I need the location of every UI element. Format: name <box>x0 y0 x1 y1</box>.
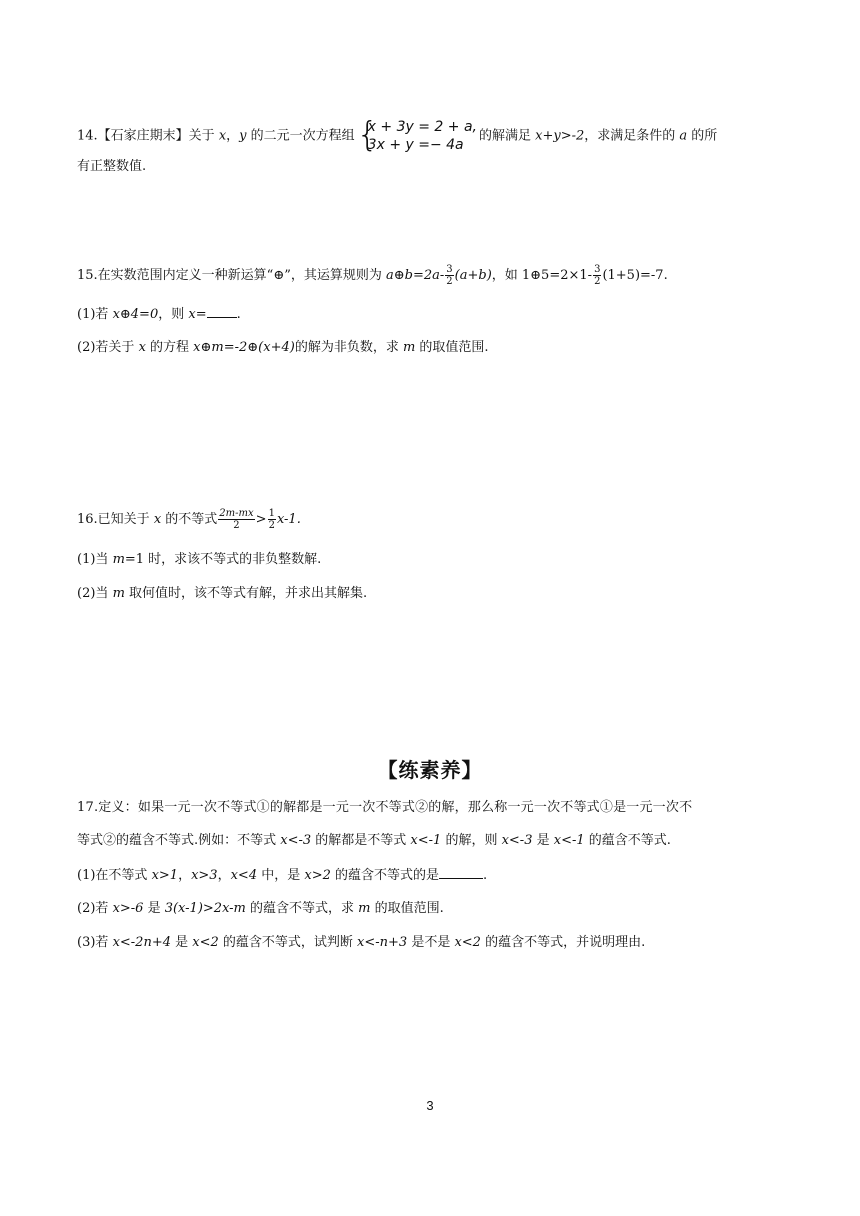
page-number: 3 <box>426 1098 434 1113</box>
q14-condition: x+y>-2 <box>535 128 585 144</box>
q14-line-2: 有正整数值. <box>77 159 147 174</box>
q16-line-1: 16.已知关于 x 的不等式 $\frac{2m-mx}{2}$ > $\frac{1}{2}$ x-1. <box>77 508 301 531</box>
fraction: $\frac{3}{2}$ <box>446 264 453 287</box>
q14-sep: ， <box>226 128 240 144</box>
q15-rule: a⊕b=2a- <box>386 268 445 283</box>
q14-text: ，求满足条件的 <box>584 128 680 144</box>
equation-1: x + 3y = 2 + a, <box>367 119 477 135</box>
fraction: $\frac{1}{2}$ <box>268 508 275 531</box>
q17-part-1: (1)在不等式 x>1，x>3，x<4 中，是 x>2 的蕴含不等式的是 . <box>77 868 488 883</box>
fraction: $\frac{3}{2}$ <box>594 264 601 287</box>
equation-2: 3x + y =− 4a <box>367 137 464 153</box>
q17-part-3: (3)若 x<-2n+4 是 x<2 的蕴含不等式，试判断 x<-n+3 是不是 x<2 的蕴含不等式，并说明理由. <box>77 935 646 950</box>
q17-part-2: (2)若 x>-6 是 3(x-1)>2x-m 的蕴含不等式，求 m 的取值范围. <box>77 901 444 916</box>
q15-line-1 <box>77 264 668 287</box>
q14-text: 的解满足 <box>478 128 536 144</box>
brace-icon: { <box>356 115 379 155</box>
q15-example: (1+5)=-7. <box>602 268 668 283</box>
q16-part-1: (1)当 m=1 时，求该不等式的非负整数解. <box>77 552 322 567</box>
section-title: 【练素养】 <box>377 758 483 782</box>
q14-line-1 <box>77 115 718 155</box>
q14-text: 的二元一次方程组 <box>246 128 355 144</box>
q14-var-y: y <box>239 128 247 144</box>
q14-text: 14.【石家庄期末】关于 <box>77 128 219 144</box>
answer-blank <box>207 305 237 318</box>
q14-var-a: a <box>679 128 688 144</box>
q15-p2-expr: x⊕m=-2⊕(x+4) <box>193 340 295 355</box>
q16-part-2: (2)当 m 取何值时，该不等式有解，并求出其解集. <box>77 586 368 601</box>
answer-blank <box>439 866 483 879</box>
q17-line-1: 17.定义：如果一元一次不等式①的解都是一元一次不等式②的解，那么称一元一次不等式①是一元一次不 <box>77 800 693 815</box>
fraction: $\frac{2m-mx}{2}$ <box>219 508 254 531</box>
q15-rule: (a+b) <box>454 268 492 283</box>
q17-line-2: 等式②的蕴含不等式.例如：不等式 x<-3 的解都是不等式 x<-1 的解，则 x<-3 是 x<-1 的蕴含不等式. <box>77 833 671 848</box>
equation-system <box>356 115 477 155</box>
q14-var-x: x <box>218 128 227 144</box>
q15-example: ，如 1⊕5=2×1- <box>491 268 593 283</box>
q15-part-2: (2)若关于 x 的方程 x⊕m=-2⊕(x+4)的解为非负数，求 m 的取值范围. <box>77 340 489 355</box>
q15-text: 15.在实数范围内定义一种新运算“⊕”，其运算规则为 <box>77 268 386 283</box>
q15-p1-expr: x⊕4=0 <box>112 307 159 322</box>
q14-text: 的所 <box>687 128 718 144</box>
q15-part-1: (1)若 x⊕4=0，则 x= . <box>77 307 241 322</box>
